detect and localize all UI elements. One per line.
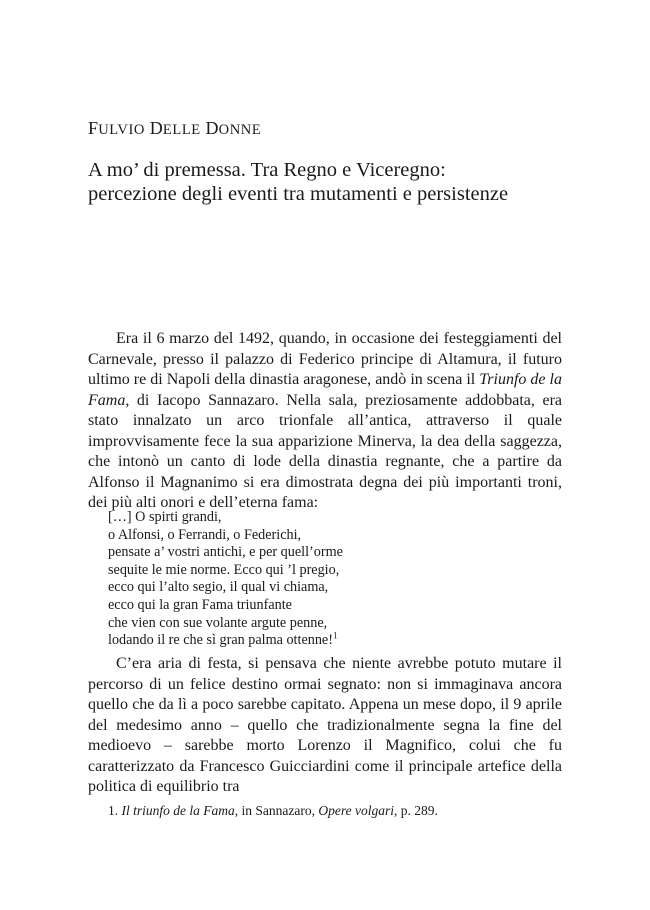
author-name [88, 117, 261, 141]
paragraph-opening [88, 329, 562, 514]
author-initial: D [149, 118, 163, 138]
verse-line: sequite le mie norme. Ecco qui ’l pregio, [108, 561, 340, 578]
author-smallcaps: ELLE [162, 122, 201, 138]
verse-line: ecco qui l’alto segio, il qual vi chiama, [108, 579, 329, 596]
verse-line-text: lodando il re che sì gran palma ottenne! [108, 632, 333, 649]
author-smallcaps: ULVIO [98, 122, 145, 138]
author-smallcaps: ONNE [218, 122, 262, 138]
paragraph-text: C’era aria di festa, si pensava che niente avrebbe potuto mutare il percorso di un felice destino ormai segnato: non si immaginava ancora quello che da lì a poco sarebbe capitato. Appena un mese dopo, il 9 aprile del medesimo anno – quello che tradizionalmente segna la fine del medioevo – sarebbe morto Lorenzo il Magnifico, colui che fu caratterizzato da Francesco Guicciardini come il principale artefice della politica di equilibrio tra [88, 655, 562, 795]
verse-line: che vien con sue volante argute penne, [108, 614, 328, 631]
footnote-number: 1. [108, 803, 119, 818]
paragraph-text: Era il 6 marzo del 1492, quando, in occasione dei festeggiamenti del Carnevale, presso il palazzo di Federico principe di Altamura, il futuro ultimo re di Napoli della dinastia aragonese, andò in scena il [88, 330, 562, 388]
paragraph-text: , di Iacopo Sannazaro. Nella sala, preziosamente addobbata, era stato innalzato un arco trionfale all’antica, attraverso il quale improvvisamente fece la sua apparizione Minerva, la dea della saggezza, che intonò un canto di lode della dinastia regnante, che a partire da Alfonso il Magnanimo si era dimostrata degna dei più importanti troni, dei più alti onori e dell’eterna fama: [88, 391, 562, 511]
paragraph-second [88, 654, 562, 798]
italic-title: Triunfo de la Fama [88, 371, 562, 409]
footnote-text: , in Sannazaro, [234, 803, 319, 818]
footnote-italic-work: Opere volgari [318, 803, 394, 818]
verse-line: o Alfonsi, o Ferrandi, o Federichi, [108, 526, 302, 543]
footnote [108, 803, 438, 819]
title-line: A mo’ di premessa. Tra Regno e Viceregno: [88, 159, 446, 181]
verse-line: ecco qui la gran Fama triunfante [108, 596, 292, 613]
footnote-italic-title: Il triunfo de la Fama [121, 803, 235, 818]
verse-quotation [108, 509, 343, 650]
verse-line: pensate a’ vostri antichi, e per quell’orme [108, 544, 343, 561]
title-line: percezione degli eventi tra mutamenti e persistenze [88, 183, 509, 205]
verse-line-last [108, 632, 343, 650]
chapter-title [88, 158, 508, 206]
verse-line: […] O spirti grandi, [108, 509, 222, 525]
author-initial: D [205, 118, 219, 138]
footnote-text: , p. 289. [393, 803, 438, 818]
footnote-reference[interactable]: 1 [332, 630, 338, 641]
author-initial: F [88, 118, 99, 138]
